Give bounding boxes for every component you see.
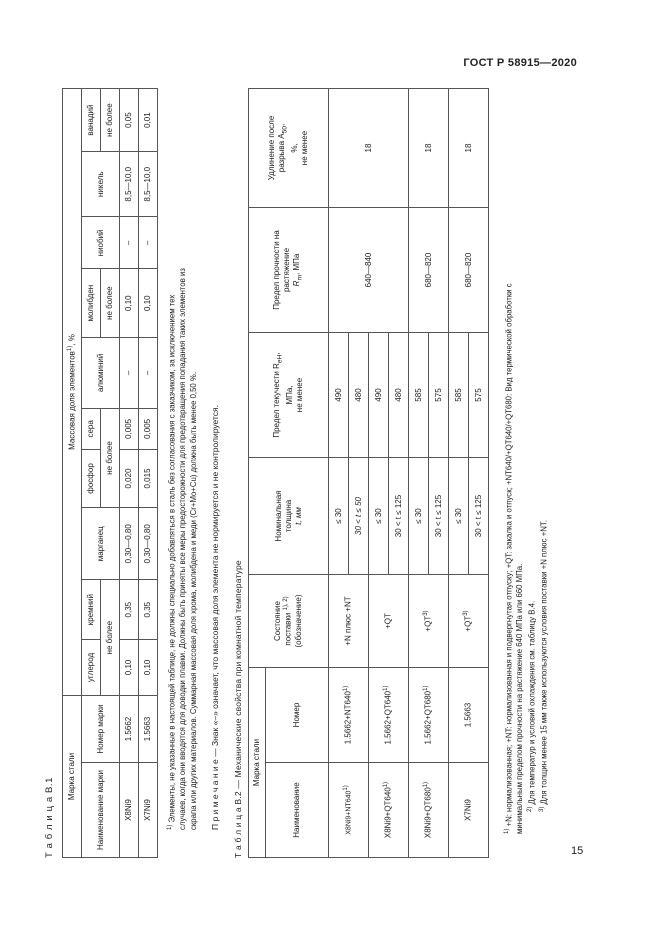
document-standard-number: ГОСТ Р 58915—2020: [463, 57, 577, 69]
table1-chemical-composition: [62, 88, 158, 858]
table1-footnote: $^{1)}$ Элементы, не указанные в настоящей таблице, не должны специально добавляться в сталь без согласования с заказчиком, за исключением тех случаев, когда они вводятся для доводки плавки. Должны быть приняты все меры предосторожности для предотвращения попадания таких элементов из скрапа или других материалов. Суммарная массовая доля хрома, молибдена и меди (Cr+Mo+Cu) должна быть менее 0,50 %.: [167, 268, 198, 830]
t2-header-elongation: Удлинение после разрыва $A_{50}$, %, не менее: [249, 89, 329, 208]
t2-header-thickness: Номинальная толщина t, мм: [249, 458, 329, 575]
t1-nomore-3: не более: [101, 269, 120, 337]
t1-nomore-2: не более: [101, 408, 120, 507]
t1-col-carbon: углерод: [82, 639, 101, 695]
t1-col-molybdenum: молибден: [82, 269, 101, 337]
table2-caption: Т а б л и ц а В.2 — Механические свойства при комнатной температуре: [233, 560, 243, 858]
table-row: X7Ni9 1.5663 $+QT^{3)}$ ≤ 30 585 680—820 18: [449, 89, 469, 858]
t2-header-yield: Предел текучести $R_{eH}$, МПа, не менее: [249, 333, 329, 458]
table1-note: П р и м е ч а н и е — Знак «–» означает, что массовая доля элемента не нормируется и не контролируется.: [210, 405, 220, 830]
t2-header-name: Наименование: [266, 763, 329, 858]
table-row: 30 < t ≤ 125 480: [389, 89, 409, 858]
table-row: $X8Ni9+QT640^{1)}$ $1.5662+QT640^{1)}$ +QT ≤ 30 490: [369, 89, 389, 858]
table-row: 30 < t ≤ 50 480: [349, 89, 369, 858]
t1-nomore-1: не более: [101, 580, 120, 696]
t2-header-number: Номер: [266, 668, 329, 763]
table2-mechanical-properties: [248, 88, 489, 858]
t1-header-name: Наименование марки: [82, 763, 120, 858]
table-row: $X8Ni9+QT680^{1)}$ $1.5662+QT680^{1)}$ $+QT^{3)}$ ≤ 30 585 680—820 18: [409, 89, 429, 858]
table1-caption: Т а б л и ц а В.1: [44, 776, 55, 858]
t1-col-manganese: марганец: [82, 508, 120, 580]
t1-col-aluminum: алюминий: [82, 337, 120, 408]
t2-header-state: Состояние поставки $^{1), 2)}$ (обозначение): [249, 575, 329, 668]
t1-nomore-4: не более: [101, 89, 120, 152]
table-row: X8Ni9 1.5662 0,10 0,35 0,30—0,80 0,020 0,005 – 0,10 – 8,5—10,0 0,05: [120, 89, 139, 858]
t1-col-nickel: никель: [82, 152, 120, 217]
table-row: 30 < t ≤ 125 575: [469, 89, 489, 858]
rotated-content: [40, 70, 600, 930]
t2-header-grade: Марка стали: [249, 668, 266, 858]
table-row: 30 < t ≤ 125 575: [429, 89, 449, 858]
t1-col-niobium: ниобий: [82, 217, 120, 269]
t1-col-silicon: кремний: [82, 580, 101, 639]
t1-col-phosphorus: фосфор: [82, 449, 101, 507]
t1-header-mass: Массовая доля элементов$^{1)}$, %: [63, 89, 82, 696]
t2-header-tensile: Предел прочности на растяжение $R_m$, МПа: [249, 208, 329, 333]
page-number: 15: [571, 845, 584, 857]
table-row: $X8Ni9+NT640^{1)}$ $1.5662+NT640^{1)}$ +N плюс +NT ≤ 30 490 640—840 18: [329, 89, 349, 858]
t1-header-grade: Марка стали: [63, 696, 82, 858]
table2-footnotes: $^{1)}$ +N: нормализованная; +NT: нормализованная и подвергнутая отпуску; +QT: закалка и отпуск; +NT640/+QT640/+QT680: Вид термической обработки с минимальным пределом прочности на растяжение 640 МПа или 660 МПа. $^{2)}$ Для температур и условий охлаждения см. таблицу В.4. $^{3)}$ Для толщин менее 15 мм также используются условия поставки +N плюс +NT.: [504, 283, 549, 834]
t1-col-sulfur: сера: [82, 408, 101, 449]
t1-header-number: Номер марки: [82, 696, 120, 763]
table-row: X7Ni9 1.5663 0,10 0,35 0,30—0,80 0,015 0,005 – 0,10 – 8,5—10,0 0,01: [139, 89, 158, 858]
t1-col-vanadium: ванадий: [82, 89, 101, 152]
